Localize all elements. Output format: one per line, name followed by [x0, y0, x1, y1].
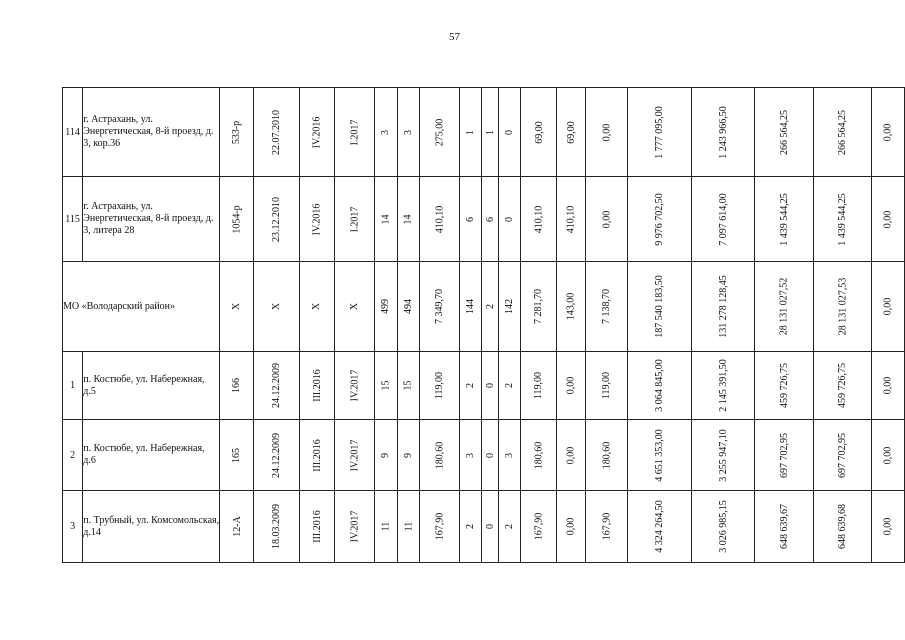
- cost-region: 459 726,75: [778, 363, 790, 408]
- area-total: 410,10: [434, 205, 446, 233]
- area-total: 7 349,70: [434, 289, 446, 324]
- rooms-private: 2: [484, 304, 496, 309]
- area-resettled: 180,60: [533, 441, 545, 469]
- area-resettled: 167,90: [533, 512, 545, 541]
- cost-region: 1 439 544,25: [778, 192, 790, 246]
- rooms-municipal: 0: [504, 216, 516, 222]
- decision-number: 166: [231, 378, 243, 393]
- cost-extra: 0,00: [882, 446, 894, 464]
- area-total: 275,00: [434, 118, 446, 146]
- residents-resettled: 15: [402, 380, 414, 391]
- rooms-municipal: 3: [504, 452, 516, 458]
- residents-total: 9: [380, 452, 392, 458]
- cost-total: 4 651 353,00: [654, 428, 666, 482]
- row-number: 1: [63, 352, 83, 420]
- cost-fund: 2 145 391,50: [717, 359, 729, 412]
- rooms-total: 2: [465, 524, 477, 529]
- row-number: 2: [63, 420, 83, 491]
- cost-local: 697 702,95: [837, 432, 849, 478]
- rooms-municipal: 142: [504, 299, 516, 314]
- rooms-private: 0: [484, 524, 496, 529]
- table-row: [63, 491, 905, 563]
- page-number: 57: [449, 31, 460, 43]
- residents-resettled: 11: [402, 521, 414, 532]
- table-row: [63, 352, 905, 420]
- address-cell: г. Астрахань, ул. Энергетическая, 8-й проезд, д. 3, литера 28: [83, 177, 220, 262]
- area-total: 167,90: [434, 512, 446, 541]
- area-resettled: 119,00: [533, 371, 545, 400]
- planned-start: III.2016: [311, 369, 323, 402]
- decision-number: 1054-р: [231, 204, 243, 234]
- cost-extra: 0,00: [882, 123, 894, 141]
- area-total: 119,00: [434, 371, 446, 400]
- area-municipal: 119,00: [601, 371, 613, 400]
- cost-fund: 7 097 614,00: [717, 192, 729, 246]
- decision-number: X: [231, 302, 243, 311]
- area-resettled: 69,00: [533, 120, 545, 144]
- area-total: 180,60: [434, 441, 446, 469]
- decision-number: 12-А: [231, 516, 243, 537]
- planned-start: IV.2016: [311, 203, 323, 235]
- cost-local: 1 439 544,25: [837, 192, 849, 246]
- cost-extra: 0,00: [882, 297, 894, 316]
- planned-start: III.2016: [311, 438, 323, 472]
- residents-total: 11: [380, 521, 392, 532]
- area-private: 0,00: [565, 446, 577, 464]
- planned-start: IV.2016: [311, 116, 323, 148]
- planned-end: X: [349, 302, 361, 311]
- rooms-private: 0: [484, 452, 496, 458]
- cost-fund: 3 026 985,15: [717, 500, 729, 553]
- cost-local: 648 639,68: [837, 504, 849, 549]
- cost-local: 266 564,25: [837, 109, 849, 155]
- resettlement-table: [62, 87, 905, 563]
- rooms-total: 1: [465, 129, 477, 135]
- rooms-municipal: 2: [504, 524, 516, 529]
- address-cell: п. Трубный, ул. Комсомольская, д.14: [83, 491, 220, 563]
- table-row: [63, 420, 905, 491]
- area-resettled: 410,10: [533, 205, 545, 233]
- planned-end: I.2017: [349, 206, 361, 232]
- residents-resettled: 3: [402, 129, 414, 135]
- rooms-private: 6: [484, 216, 496, 222]
- area-private: 0,00: [565, 376, 577, 395]
- address-cell: п. Костюбе, ул. Набережная, д.5: [83, 352, 220, 420]
- rooms-total: 6: [465, 216, 477, 222]
- cost-region: 266 564,25: [778, 109, 790, 155]
- decision-date: 24.12.2009: [271, 432, 283, 478]
- cost-total: 1 777 095,00: [654, 105, 666, 159]
- residents-resettled: 494: [402, 299, 414, 314]
- cost-total: 9 976 702,50: [654, 192, 666, 246]
- area-municipal: 7 138,70: [601, 289, 613, 324]
- decision-date: 24.12.2009: [271, 363, 283, 408]
- cost-extra: 0,00: [882, 517, 894, 536]
- planned-start: X: [311, 302, 323, 311]
- cost-extra: 0,00: [882, 210, 894, 228]
- decision-number: 533-р: [231, 120, 243, 144]
- cost-fund: 3 255 947,10: [717, 428, 729, 482]
- cost-region: 648 639,67: [778, 504, 790, 549]
- cost-fund: 1 243 966,50: [717, 105, 729, 159]
- table-row: [63, 177, 905, 262]
- area-municipal: 180,60: [601, 441, 613, 469]
- decision-date: 18.03.2009: [271, 504, 283, 549]
- residents-total: 3: [380, 129, 392, 135]
- planned-end: IV.2017: [349, 439, 361, 471]
- planned-end: IV.2017: [349, 510, 361, 543]
- residents-total: 499: [380, 299, 392, 314]
- rooms-municipal: 2: [504, 383, 516, 388]
- cost-fund: 131 278 128,45: [717, 275, 729, 338]
- residents-resettled: 14: [402, 214, 414, 224]
- rooms-private: 0: [484, 383, 496, 388]
- residents-resettled: 9: [402, 452, 414, 458]
- cost-total: 4 324 264,50: [654, 500, 666, 553]
- cost-total: 187 540 183,50: [654, 275, 666, 338]
- decision-date: X: [271, 302, 283, 311]
- area-private: 410,10: [565, 205, 577, 233]
- cost-extra: 0,00: [882, 376, 894, 395]
- cost-local: 28 131 027,53: [837, 277, 849, 336]
- rooms-total: 144: [465, 299, 477, 314]
- district-cell: МО «Володарский район»: [63, 262, 220, 352]
- decision-number: 165: [231, 447, 243, 463]
- cost-local: 459 726,75: [837, 363, 849, 408]
- decision-date: 23.12.2010: [271, 196, 283, 242]
- cost-region: 697 702,95: [778, 432, 790, 478]
- area-private: 0,00: [565, 517, 577, 536]
- table-row: [63, 262, 905, 352]
- area-municipal: 167,90: [601, 512, 613, 541]
- area-municipal: 0,00: [601, 210, 613, 228]
- rooms-private: 1: [484, 129, 496, 135]
- planned-start: III.2016: [311, 510, 323, 543]
- address-cell: п. Костюбе, ул. Набережная, д.6: [83, 420, 220, 491]
- rooms-municipal: 0: [504, 129, 516, 135]
- cost-region: 28 131 027,52: [778, 277, 790, 336]
- decision-date: 22.07.2010: [271, 109, 283, 155]
- rooms-total: 2: [465, 383, 477, 388]
- row-number: 115: [63, 177, 83, 262]
- area-municipal: 0,00: [601, 123, 613, 141]
- planned-end: IV.2017: [349, 369, 361, 402]
- planned-end: I.2017: [349, 119, 361, 145]
- row-number: 3: [63, 491, 83, 563]
- area-private: 143,00: [565, 292, 577, 321]
- residents-total: 15: [380, 380, 392, 391]
- area-private: 69,00: [565, 120, 577, 144]
- area-resettled: 7 281,70: [533, 289, 545, 324]
- rooms-total: 3: [465, 452, 477, 458]
- row-number: 114: [63, 88, 83, 177]
- address-cell: г. Астрахань, ул. Энергетическая, 8-й проезд, д. 3, кор.36: [83, 88, 220, 177]
- cost-total: 3 064 845,00: [654, 359, 666, 412]
- residents-total: 14: [380, 214, 392, 224]
- table-row: [63, 88, 905, 177]
